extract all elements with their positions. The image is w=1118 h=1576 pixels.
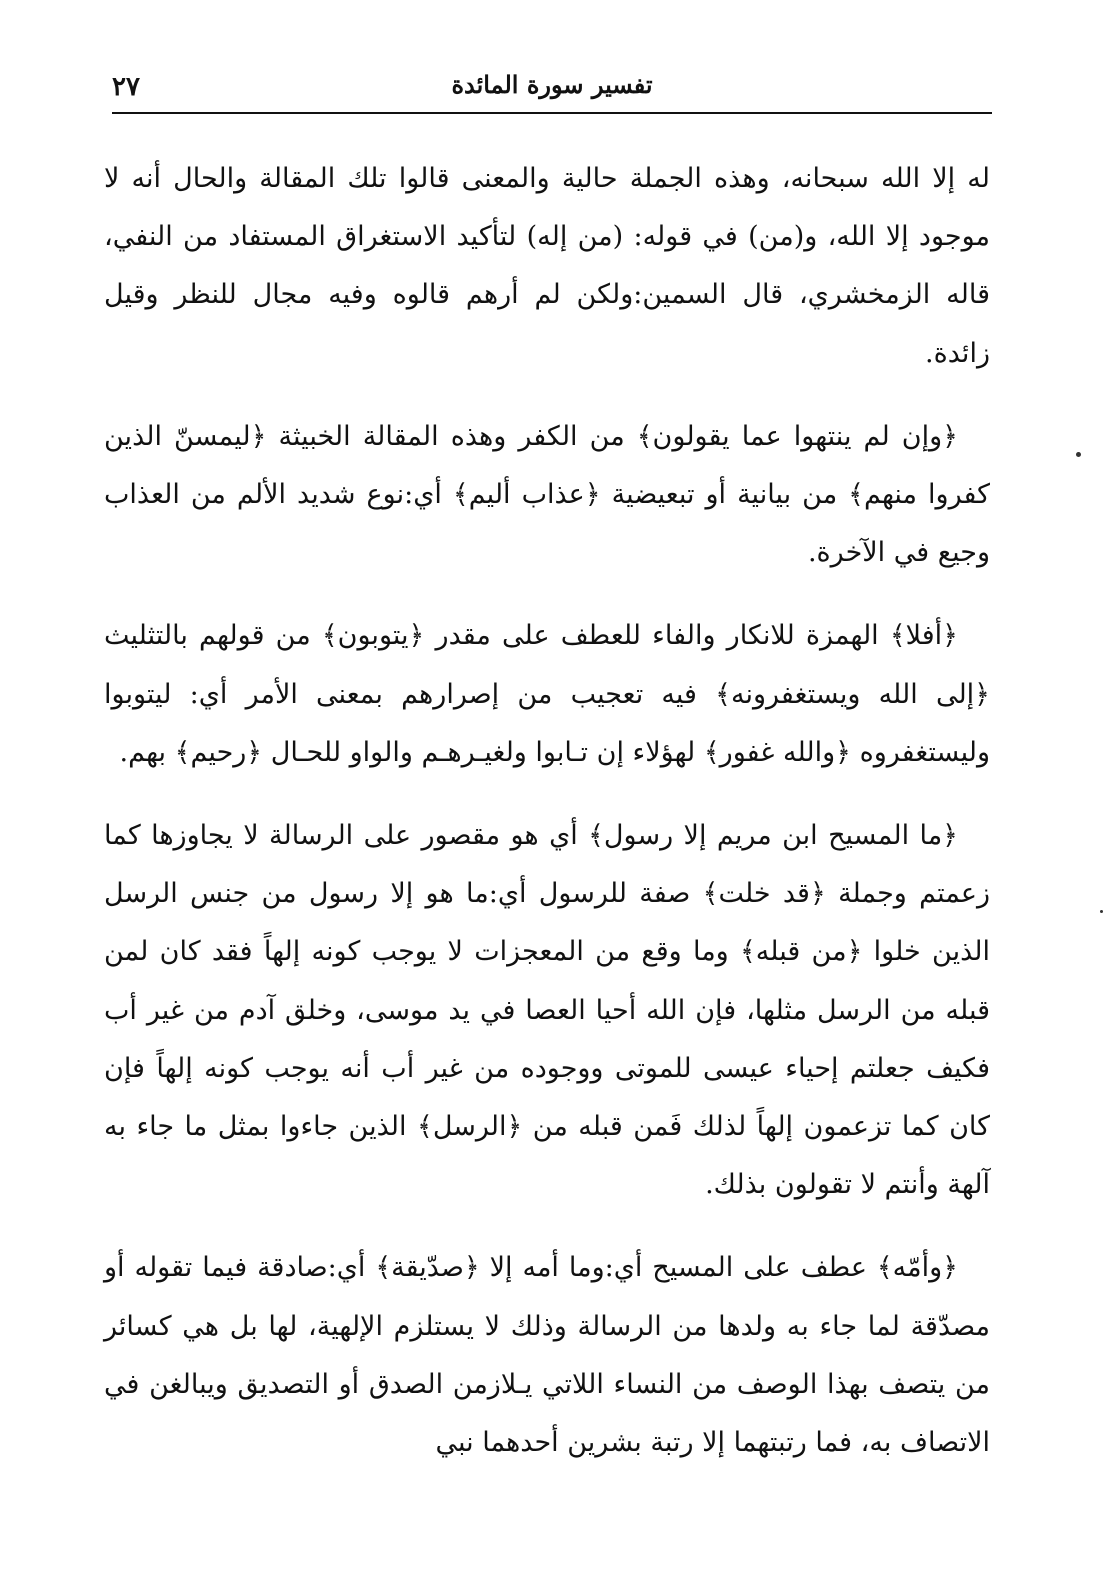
paragraph: ﴿وإن لم ينتهوا عما يقولون﴾ من الكفر وهذه المقالة الخبيثة ﴿ليمسنّ الذين كفروا منهم﴾ من بيانية أو تبعيضية ﴿عذاب أليم﴾ أي:نوع شديد الألم من العذاب وجيع في الآخرة. (104, 420, 990, 569)
paragraph: ﴿أفلا﴾ الهمزة للانكار والفاء للعطف على مقدر ﴿يتوبون﴾ من قولهم بالتثليث ﴿إلى الله ويستغفرونه﴾ فيه تعجيب من إصرارهم بمعنى الأمر أي: ليتوبوا وليستغفروه ﴿والله غفور﴾ لهؤلاء إن تـابوا ولغيـرهـم والواو للحـال ﴿رحيم﴾ بهم. (104, 620, 990, 768)
page-number: ٢٧ (112, 72, 140, 102)
page-header (112, 62, 992, 114)
paragraph: له إلا الله سبحانه، وهذه الجملة حالية والمعنى قالوا تلك المقالة والحال أنه لا موجود إلا الله، و(من) في قوله: (من إله) لتأكيد الاستغراق المستفاد من النفي، قاله الزمخشري، قال السمين:ولكن لم أرهم قالوه وفيه مجال للنظر وقيل زائدة. (104, 163, 990, 369)
body-text (104, 150, 990, 1472)
margin-speck (1100, 910, 1103, 913)
running-title: تفسير سورة المائدة (451, 70, 653, 99)
paragraph: ﴿وأمّه﴾ عطف على المسيح أي:وما أمه إلا ﴿صدّيقة﴾ أي:صادقة فيما تقوله أو مصدّقة لما جاء به ولدها من الرسالة وذلك لا يستلزم الإلهية، لها بل هي كسائر من يتصف بهذا الوصف من النساء اللاتي يـلازمن الصدق أو التصديق ويبالغن في الاتصاف به، فما رتبتهما إلا رتبة بشرين أحدهما نبي (104, 1252, 990, 1459)
paragraph: ﴿ما المسيح ابن مريم إلا رسول﴾ أي هو مقصور على الرسالة لا يجاوزها كما زعمتم وجملة ﴿قد خلت﴾ صفة للرسول أي:ما هو إلا رسول من جنس الرسل الذين خلوا ﴿من قبله﴾ وما وقع من المعجزات لا يوجب كونه إلهاً فقد كان لمن قبله من الرسل مثلها، فإن الله أحيا العصا في يد موسى، وخلق آدم من غير أب فكيف جعلتم إحياء عيسى للموتى ووجوده من غير أب أنه يوجب كونه إلهاً فإن كان كما تزعمون إلهاً لذلك فَمن قبله من ﴿الرسل﴾ الذين جاءوا بمثل ما جاء به آلهة وأنتم لا تقولون بذلك. (104, 820, 990, 1201)
margin-speck (1076, 452, 1081, 457)
